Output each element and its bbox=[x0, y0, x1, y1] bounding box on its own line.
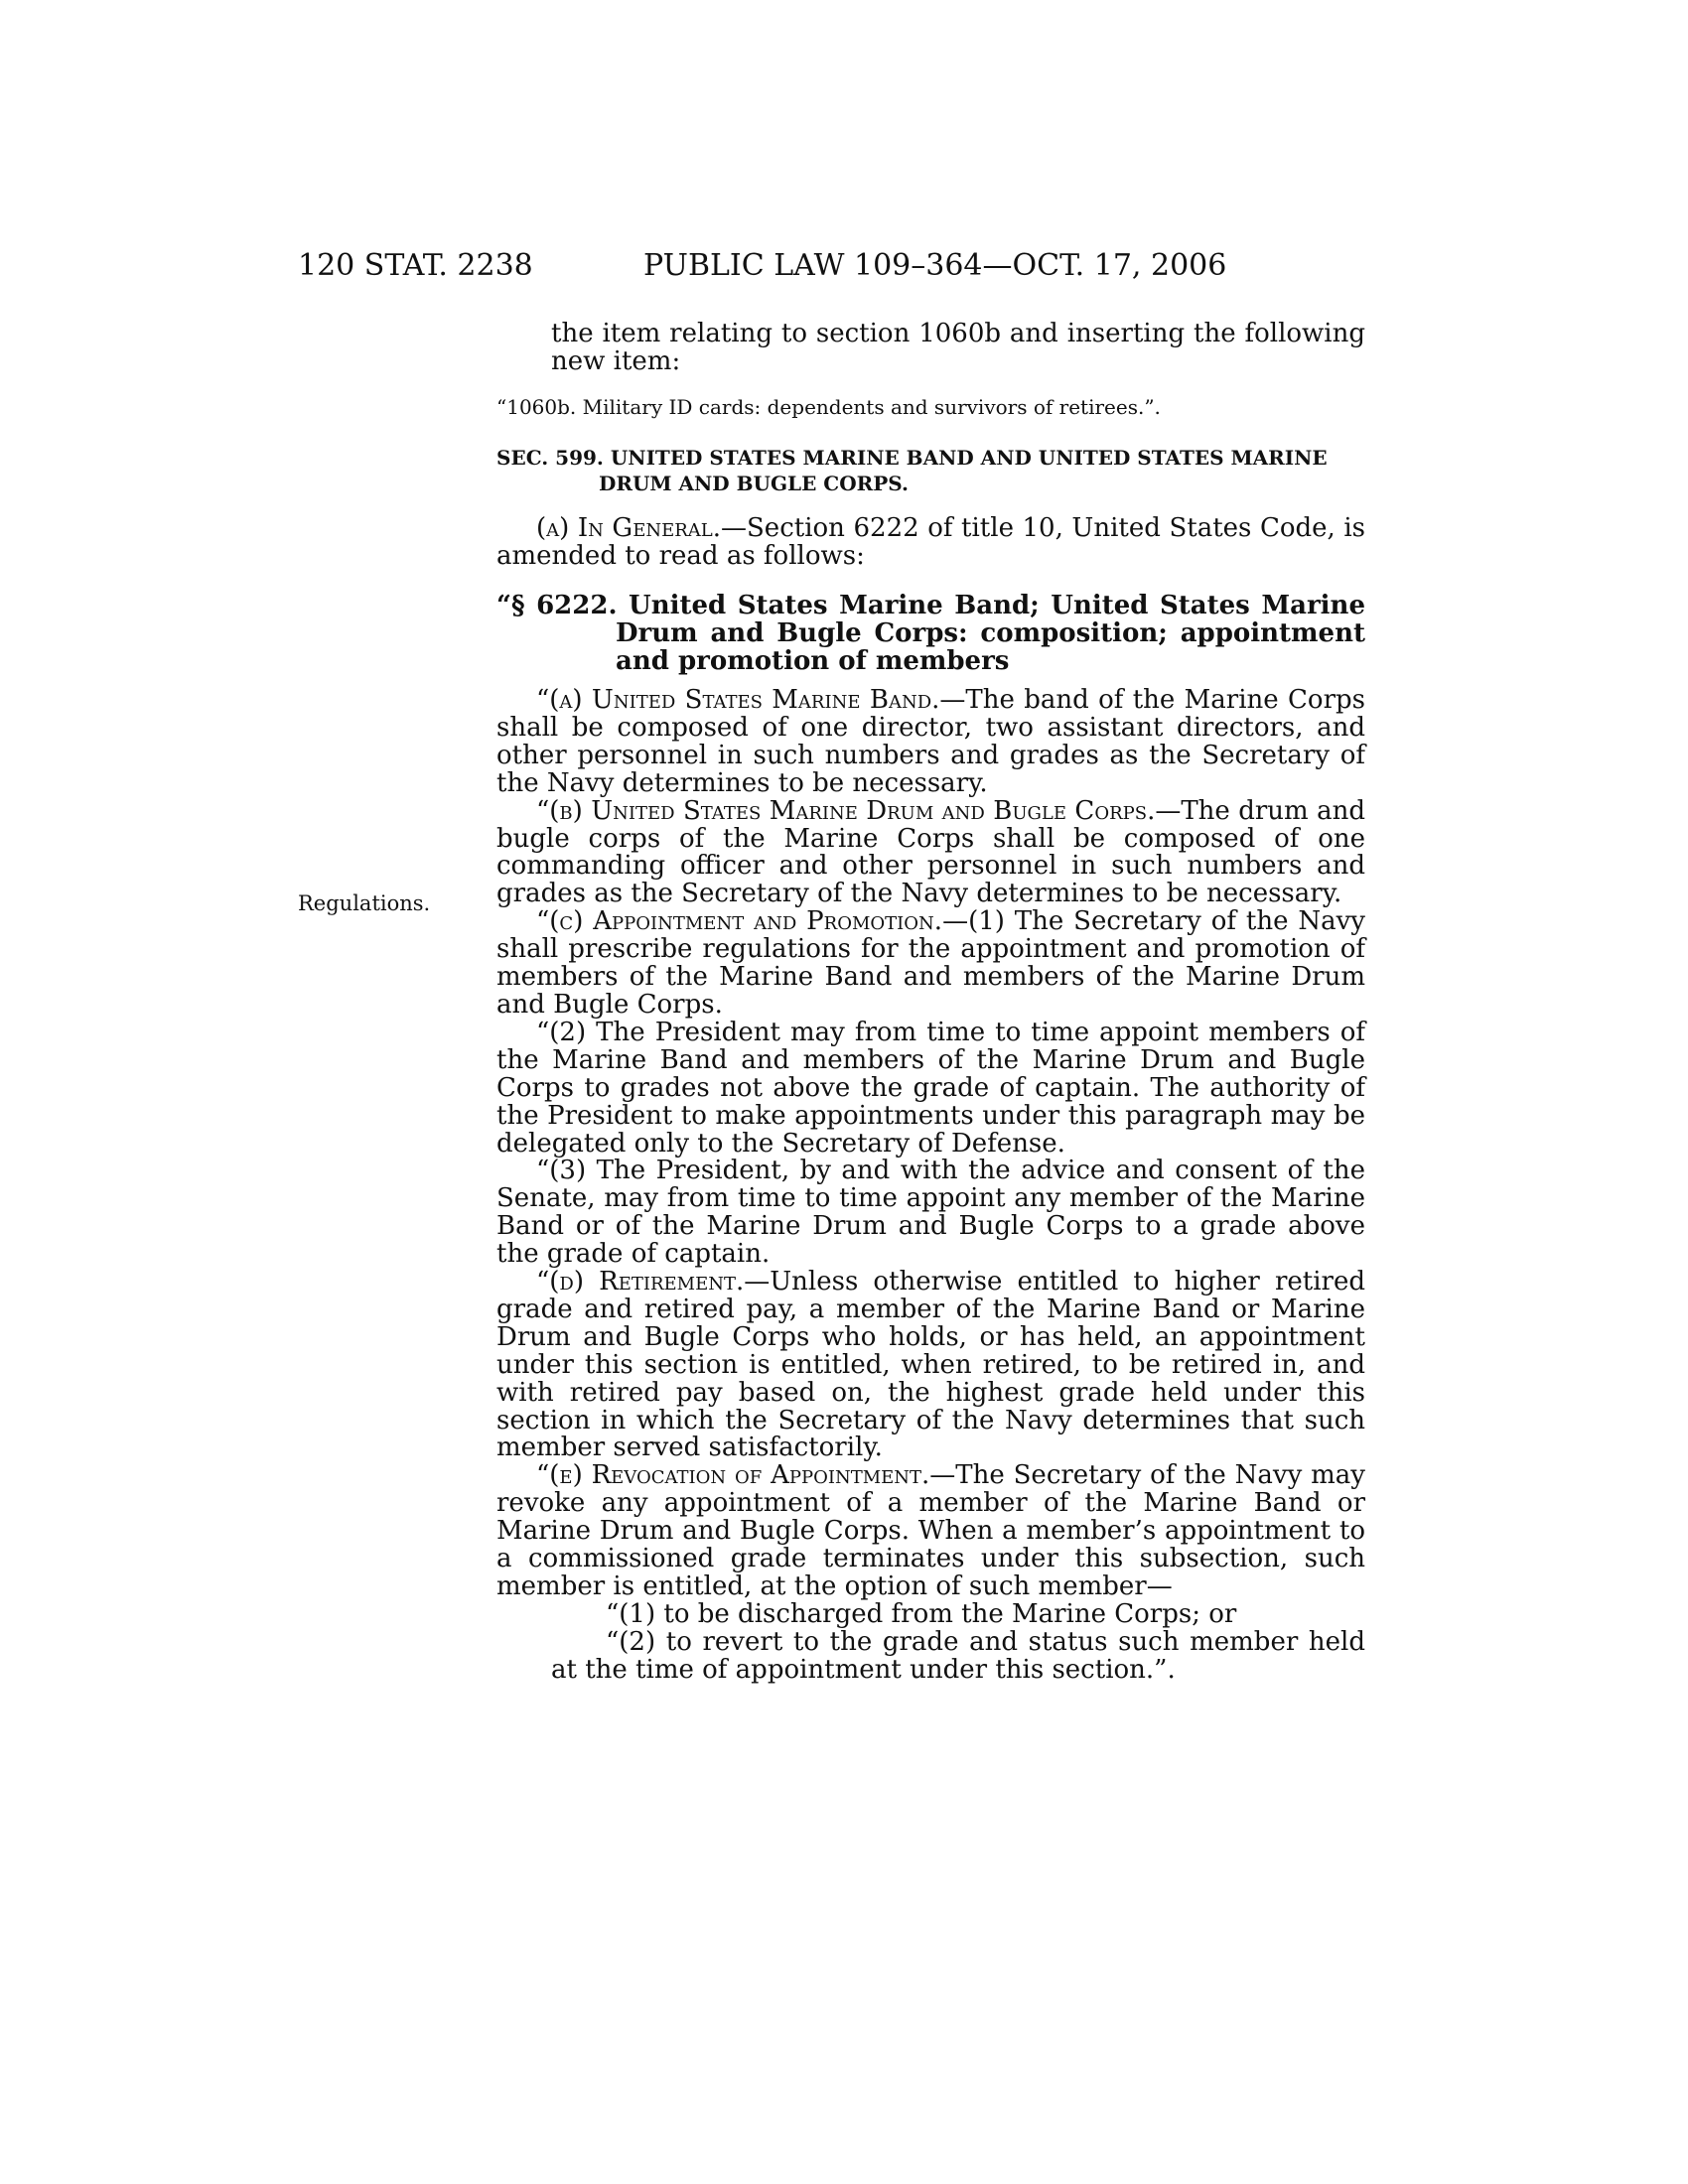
paragraph-b: “(b) United States Marine Drum and Bugle Corps.—The drum and bugle corps of the Marine Corps shall be composed of one commanding officer and other personnel in such numbers and grades as the Secretary of the Navy determines to be necessary. bbox=[496, 795, 1365, 909]
running-header: PUBLIC LAW 109–364—OCT. 17, 2006 bbox=[643, 248, 1227, 283]
general-paragraph bbox=[496, 514, 1365, 570]
main-body bbox=[496, 395, 1365, 1685]
general-lead: (a) In General. bbox=[536, 513, 721, 543]
paragraph-c2: “(2) The President may from time to time appoint members of the Marine Band and members of the Marine Drum and Bugle Corps to grades not above the grade of captain. The authority of the President to make appointments under this paragraph may be delegated only to the Secretary of Defense. bbox=[496, 1017, 1365, 1159]
new-item-entry: “1060b. Military ID cards: dependents and survivors of retirees.”. bbox=[496, 395, 1161, 419]
list-item: “(1) to be discharged from the Marine Corps; or bbox=[606, 1598, 1237, 1629]
paragraph-c3: “(3) The President, by and with the advice and consent of the Senate, may from time to time appoint any member of the Marine Band or of the Marine Drum and Bugle Corps to a grade above the grade of captain. bbox=[496, 1156, 1365, 1270]
general-text: —Section 6222 of title 10, United States Code, is amended to read as follows: bbox=[496, 513, 1365, 571]
intro-text: the item relating to section 1060b and inserting the following new item: bbox=[551, 319, 1365, 376]
stat-page-number: 120 STAT. 2238 bbox=[298, 248, 533, 283]
section-title: SEC. 599. UNITED STATES MARINE BAND AND UNITED STATES MARINE DRUM AND BUGLE CORPS. bbox=[496, 446, 1328, 495]
list-item: “(2) to revert to the grade and status such member held at the time of appointment under this section.”. bbox=[551, 1626, 1365, 1685]
paragraph-c1: “(c) Appointment and Promotion.—(1) The Secretary of the Navy shall prescribe regulations for the appointment and promotion of members of the Marine Band and members of the Marine Drum and Bugle Corps. bbox=[496, 906, 1365, 1020]
intro-block bbox=[551, 320, 1365, 375]
paragraph-d: “(d) Retirement.—Unless otherwise entitled to higher retired grade and retired pay, a member of the Marine Band or Marine Drum and Bugle Corps who holds, or has held, an appointment under this section is entitled, when retired, to be retired in, and with retired pay based on, the highest grade held under this section in which the Secretary of the Navy determines that such member served satisfactorily. bbox=[496, 1267, 1365, 1463]
paragraph-a: “(a) United States Marine Band.—The band of the Marine Corps shall be composed of one director, two assistant directors, and other personnel in such numbers and grades as the Secretary of the Navy determines to be necessary. bbox=[496, 685, 1365, 798]
codified-heading: “§ 6222. United States Marine Band; United States Marine Drum and Bugle Corps: composition; appointment and promotion of members bbox=[496, 591, 1365, 676]
paragraph-e: “(e) Revocation of Appointment.—The Secretary of the Navy may revoke any appointment of a member of the Marine Band or Marine Drum and Bugle Corps. When a member’s appointment to a commissioned grade terminates under this subsection, such member is entitled, at the option of such member— bbox=[496, 1460, 1365, 1601]
margin-note: Regulations. bbox=[298, 891, 431, 915]
